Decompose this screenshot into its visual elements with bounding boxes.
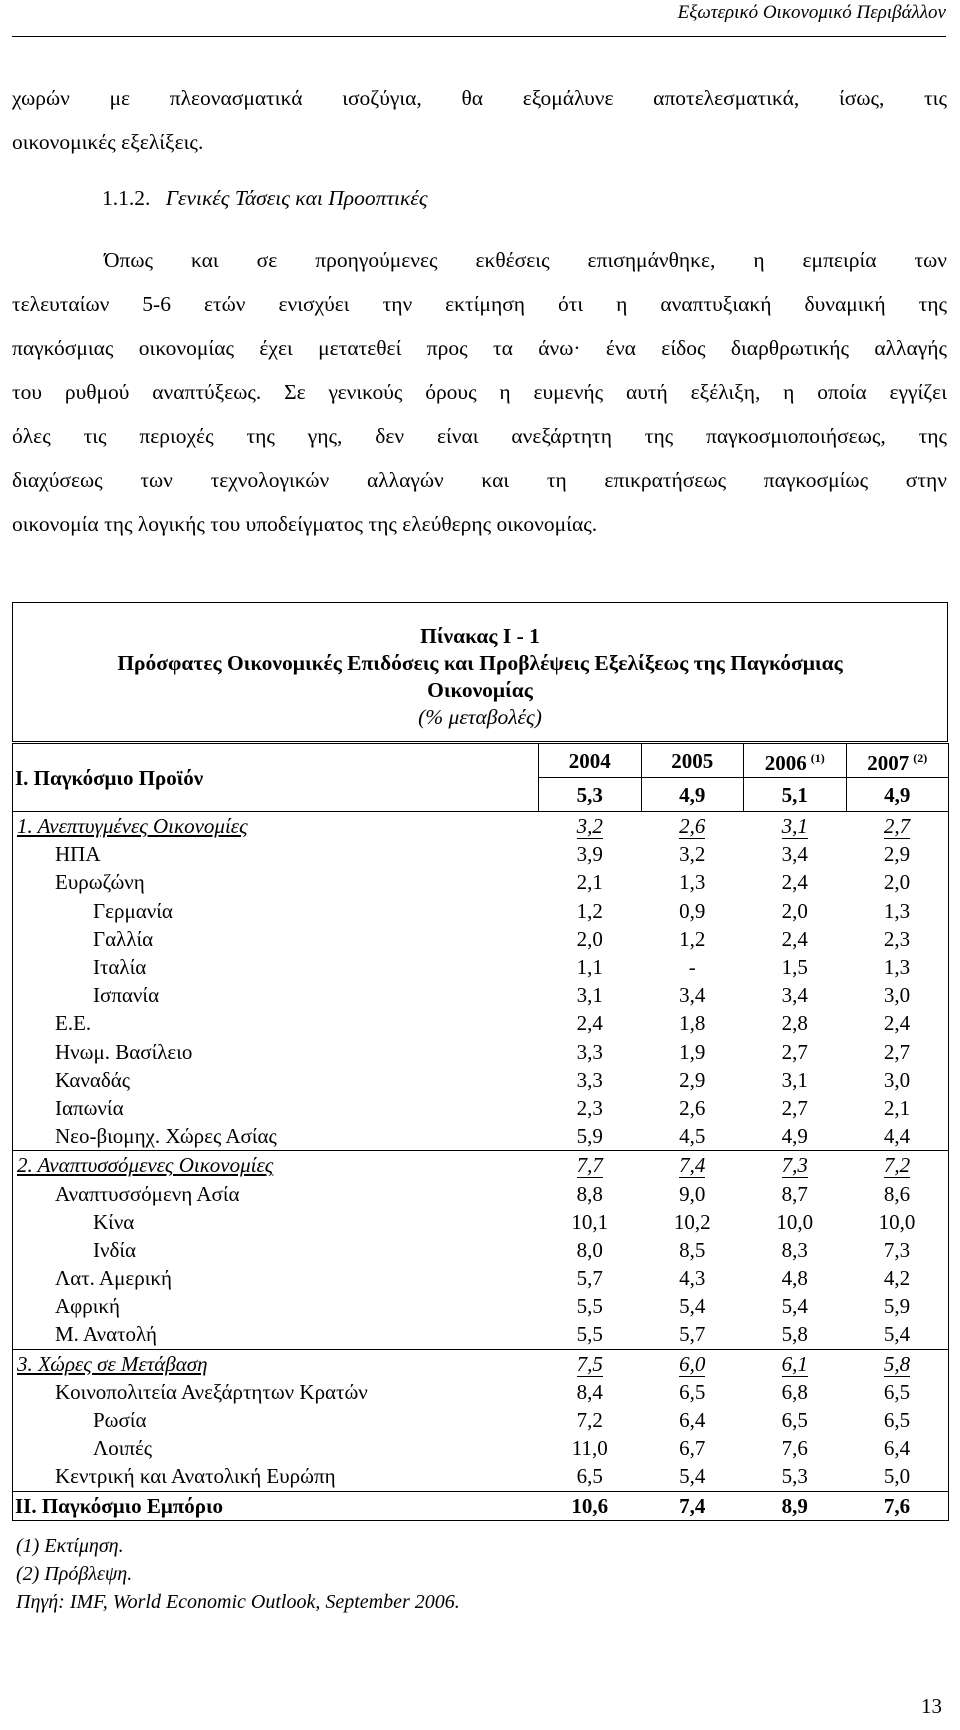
paragraph-line: τελευταίων 5-6 ετών ενισχύει την εκτίμηση ότι η αναπτυξιακή δυναμική της [12, 292, 947, 316]
world-trade-label: ΙΙ. Παγκόσμιο Εμπόριο [13, 1491, 539, 1520]
row-label: Ε.Ε. [13, 1009, 539, 1037]
row-value: 1,2 [679, 926, 706, 951]
row-label: Κίνα [13, 1208, 539, 1236]
row-label: Γαλλία [13, 925, 539, 953]
row-value [641, 1349, 744, 1378]
row-value: 7,6 [781, 1436, 808, 1461]
table-group-row [13, 1151, 949, 1180]
row-value: 6,4 [679, 1408, 706, 1433]
row-value: 4,3 [679, 1266, 706, 1291]
paragraph-line: χωρών με πλεονασματικά ισοζύγια, θα εξομάλυνε αποτελεσματικά, ίσως, τις [12, 86, 947, 110]
year-label: 2006 [764, 751, 807, 775]
table-title-line-1: Πρόσφατες Οικονομικές Επιδόσεις και Προβλέψεις Εξελίξεως της Παγκόσμιας [117, 651, 843, 675]
group-label: 2. Αναπτυσσόμενες Οικονομίες [17, 1153, 274, 1178]
row-value: - [688, 955, 696, 980]
group-value: 2,6 [679, 814, 706, 839]
table-row [13, 1208, 949, 1236]
table-row [13, 897, 949, 925]
year-label: 2004 [568, 748, 611, 773]
row-value: 7,2 [576, 1408, 603, 1433]
group-value: 6,0 [679, 1351, 706, 1376]
table-row [13, 1406, 949, 1434]
world-output-value: 5,3 [539, 778, 642, 812]
table-row [13, 1378, 949, 1406]
row-value: 3,0 [846, 981, 949, 1009]
row-value: 5,5 [576, 1322, 603, 1347]
row-value: 2,9 [846, 840, 949, 868]
row-value: 11,0 [571, 1436, 608, 1461]
row-value: 6,5 [679, 1379, 706, 1404]
table-unit: (% μεταβολές) [418, 705, 542, 729]
row-value: 10,0 [776, 1209, 814, 1234]
row-value: 0,9 [679, 898, 706, 923]
row-value: 5,4 [679, 1464, 706, 1489]
year-header [641, 744, 744, 778]
paragraph-line: όλες τις περιοχές της γης, δεν είναι ανεξάρτητη της παγκοσμιοποιήσεως, της [12, 424, 947, 448]
row-value: 5,9 [846, 1292, 949, 1320]
row-value: 1,8 [679, 1011, 706, 1036]
row-value: 10,2 [673, 1209, 711, 1234]
row-value: 1,1 [576, 955, 603, 980]
row-value: 1,3 [846, 897, 949, 925]
world-output-label: Ι. Παγκόσμιο Προϊόν [13, 744, 539, 812]
group-value: 7,7 [576, 1153, 603, 1178]
row-value: 4,2 [846, 1264, 949, 1292]
paragraph-line: οικονομία της λογικής του υποδείγματος της ελεύθερης οικονομίας. [12, 512, 598, 536]
row-value: 6,5 [576, 1464, 603, 1489]
row-value: 3,1 [576, 983, 603, 1008]
row-value [846, 812, 949, 841]
row-value: 1,3 [846, 953, 949, 981]
row-label: Γερμανία [13, 897, 539, 925]
row-label: Ισπανία [13, 981, 539, 1009]
row-value: 6,4 [846, 1434, 949, 1462]
row-label: Λατ. Αμερική [13, 1264, 539, 1292]
row-label [13, 1349, 539, 1378]
row-value: 2,1 [576, 870, 603, 895]
row-value [641, 812, 744, 841]
row-value: 8,6 [846, 1179, 949, 1207]
group-value: 7,3 [781, 1153, 808, 1178]
row-value: 7,3 [846, 1236, 949, 1264]
row-label: Καναδάς [13, 1066, 539, 1094]
row-value [539, 1151, 642, 1180]
row-value: 3,1 [781, 1067, 808, 1092]
paragraph-2 [12, 238, 947, 546]
row-value: 5,5 [576, 1294, 603, 1319]
row-value: 2,1 [846, 1094, 949, 1122]
row-value: 1,3 [679, 870, 706, 895]
row-value: 6,5 [846, 1406, 949, 1434]
row-value [846, 1349, 949, 1378]
row-value: 2,7 [781, 1095, 808, 1120]
subsection-number: 1.1.2. [102, 186, 151, 210]
row-label: Ηνωμ. Βασίλειο [13, 1038, 539, 1066]
row-value [539, 812, 642, 841]
year-footnote-mark: (1) [810, 751, 825, 765]
row-value: 2,9 [679, 1067, 706, 1092]
note-source: Πηγή: IMF, World Economic Outlook, September 2006. [16, 1591, 460, 1613]
row-value [539, 1349, 642, 1378]
table-row [13, 1462, 949, 1491]
page-number: 13 [921, 1694, 942, 1718]
subsection-heading [102, 186, 428, 211]
table-row [13, 1122, 949, 1151]
group-label: 1. Ανεπτυγμένες Οικονομίες [17, 814, 248, 839]
table-header-row [13, 744, 949, 778]
row-label: Ιταλία [13, 953, 539, 981]
header-rule [12, 36, 946, 37]
table-row [13, 1264, 949, 1292]
group-value: 2,7 [883, 814, 911, 839]
row-label: Ινδία [13, 1236, 539, 1264]
row-value: 8,3 [781, 1237, 808, 1262]
note-forecast: (2) Πρόβλεψη. [16, 1563, 133, 1585]
row-label: Κοινοπολιτεία Ανεξάρτητων Κρατών [13, 1378, 539, 1406]
year-header [539, 744, 642, 778]
row-label: Νεο-βιομηχ. Χώρες Ασίας [13, 1122, 539, 1151]
row-label: ΗΠΑ [13, 840, 539, 868]
row-value: 8,7 [781, 1181, 808, 1206]
row-value: 8,8 [576, 1181, 603, 1206]
group-value: 3,1 [781, 814, 808, 839]
table-row [13, 1009, 949, 1037]
table-row [13, 925, 949, 953]
row-value: 5,8 [781, 1322, 808, 1347]
row-label: Αφρική [13, 1292, 539, 1320]
row-value: 2,4 [576, 1011, 603, 1036]
table-row [13, 1094, 949, 1122]
table-group-row [13, 1349, 949, 1378]
row-value: 5,9 [576, 1124, 603, 1149]
table-row [13, 953, 949, 981]
world-trade-value: 8,9 [744, 1491, 847, 1520]
row-value: 5,7 [679, 1322, 706, 1347]
row-value [744, 1151, 847, 1180]
row-value: 3,9 [576, 842, 603, 867]
economic-table [12, 743, 949, 1521]
row-value: 5,3 [781, 1464, 808, 1489]
row-value [744, 1349, 847, 1378]
row-value: 4,9 [781, 1124, 808, 1149]
row-label: Μ. Ανατολή [13, 1320, 539, 1349]
row-value: 5,4 [781, 1294, 808, 1319]
row-value: 2,6 [679, 1095, 706, 1120]
year-footnote-mark: (2) [913, 751, 928, 765]
row-label [13, 812, 539, 841]
row-value: 2,7 [846, 1038, 949, 1066]
row-value: 4,5 [679, 1124, 706, 1149]
world-trade-value: 10,6 [539, 1491, 642, 1520]
table-title-line-2: Οικονομίας [427, 678, 533, 702]
group-value: 3,2 [576, 814, 603, 839]
row-value: 4,8 [781, 1266, 808, 1291]
table-row [13, 1179, 949, 1207]
paragraph-line: οικονομικές εξελίξεις. [12, 130, 204, 154]
row-label: Ευρωζώνη [13, 868, 539, 896]
paragraph-1 [12, 76, 947, 164]
year-label: 2007 [867, 751, 910, 775]
row-value: 3,2 [679, 842, 706, 867]
row-value: 1,9 [679, 1039, 706, 1064]
row-value: 1,2 [576, 898, 603, 923]
table-title-box [12, 602, 948, 742]
paragraph-line: παγκόσμιας οικονομίας έχει μετατεθεί προς τα άνω· ένα είδος διαρθρωτικής αλλαγής [12, 336, 947, 360]
group-value: 7,4 [679, 1153, 706, 1178]
row-value: 2,7 [781, 1039, 808, 1064]
row-value: 1,5 [781, 955, 808, 980]
row-value: 8,4 [576, 1379, 603, 1404]
row-value: 3,4 [781, 842, 808, 867]
table-group-row [13, 812, 949, 841]
row-value: 2,0 [576, 926, 603, 951]
world-output-value: 4,9 [846, 778, 949, 812]
subsection-title: Γενικές Τάσεις και Προοπτικές [165, 186, 428, 210]
world-trade-value: 7,4 [641, 1491, 744, 1520]
row-label: Λοιπές [13, 1434, 539, 1462]
row-value: 2,4 [781, 870, 808, 895]
table-row [13, 868, 949, 896]
group-value: 6,1 [781, 1351, 808, 1376]
table-notes [16, 1532, 460, 1616]
year-label: 2005 [671, 748, 714, 773]
row-value [744, 812, 847, 841]
row-label: Ιαπωνία [13, 1094, 539, 1122]
row-value: 3,3 [576, 1039, 603, 1064]
row-value: 2,3 [846, 925, 949, 953]
row-label: Ρωσία [13, 1406, 539, 1434]
group-value: 7,5 [576, 1351, 603, 1376]
row-value [641, 1151, 744, 1180]
row-value: 2,0 [846, 868, 949, 896]
row-label: Κεντρική και Ανατολική Ευρώπη [13, 1462, 539, 1491]
row-value: 3,3 [576, 1067, 603, 1092]
world-output-value: 5,1 [744, 778, 847, 812]
world-output-value: 4,9 [641, 778, 744, 812]
row-value: 2,0 [781, 898, 808, 923]
row-value: 3,4 [781, 983, 808, 1008]
table-row [13, 840, 949, 868]
year-header [744, 744, 847, 778]
row-value: 2,4 [846, 1009, 949, 1037]
table-body [13, 812, 949, 1492]
row-value: 6,8 [781, 1379, 808, 1404]
row-value: 5,0 [846, 1462, 949, 1491]
world-trade-value: 7,6 [846, 1491, 949, 1520]
group-value: 5,8 [883, 1351, 911, 1376]
row-value: 6,7 [679, 1436, 706, 1461]
row-value: 2,3 [576, 1095, 603, 1120]
table-row [13, 1292, 949, 1320]
table-row [13, 981, 949, 1009]
row-label: Αναπτυσσόμενη Ασία [13, 1179, 539, 1207]
row-value: 8,5 [679, 1237, 706, 1262]
table-row [13, 1038, 949, 1066]
row-value: 10,0 [846, 1208, 949, 1236]
year-header [846, 744, 949, 778]
paragraph-line: του ρυθμού αναπτύξεως. Σε γενικούς όρους η ευμενής αυτή εξέλιξη, η οποία εγγίζει [12, 380, 947, 404]
group-value: 7,2 [883, 1153, 911, 1178]
row-value: 6,5 [781, 1408, 808, 1433]
row-value [846, 1151, 949, 1180]
paragraph-line: Όπως και σε προηγούμενες εκθέσεις επισημάνθηκε, η εμπειρία των [104, 248, 947, 272]
row-value: 5,4 [846, 1320, 949, 1349]
table-row [13, 1236, 949, 1264]
row-label [13, 1151, 539, 1180]
paragraph-line: διαχύσεως των τεχνολογικών αλλαγών και τη επικρατήσεως παγκοσμίως στην [12, 468, 947, 492]
row-value: 2,8 [781, 1011, 808, 1036]
note-estimate: (1) Εκτίμηση. [16, 1535, 124, 1557]
row-value: 8,0 [576, 1237, 603, 1262]
row-value: 6,5 [846, 1378, 949, 1406]
row-value: 5,7 [576, 1266, 603, 1291]
group-label: 3. Χώρες σε Μετάβαση [17, 1351, 208, 1376]
row-value: 3,0 [846, 1066, 949, 1094]
row-value: 9,0 [679, 1181, 706, 1206]
table-row [13, 1434, 949, 1462]
world-trade-row [13, 1491, 949, 1520]
row-value: 10,1 [571, 1209, 609, 1234]
table-row [13, 1320, 949, 1349]
running-header: Εξωτερικό Οικονομικό Περιβάλλον [677, 2, 946, 23]
row-value: 4,4 [846, 1122, 949, 1151]
table-row [13, 1066, 949, 1094]
row-value: 3,4 [679, 983, 706, 1008]
row-value: 2,4 [781, 926, 808, 951]
row-value: 5,4 [679, 1294, 706, 1319]
table-caption: Πίνακας Ι - 1 [420, 624, 540, 648]
